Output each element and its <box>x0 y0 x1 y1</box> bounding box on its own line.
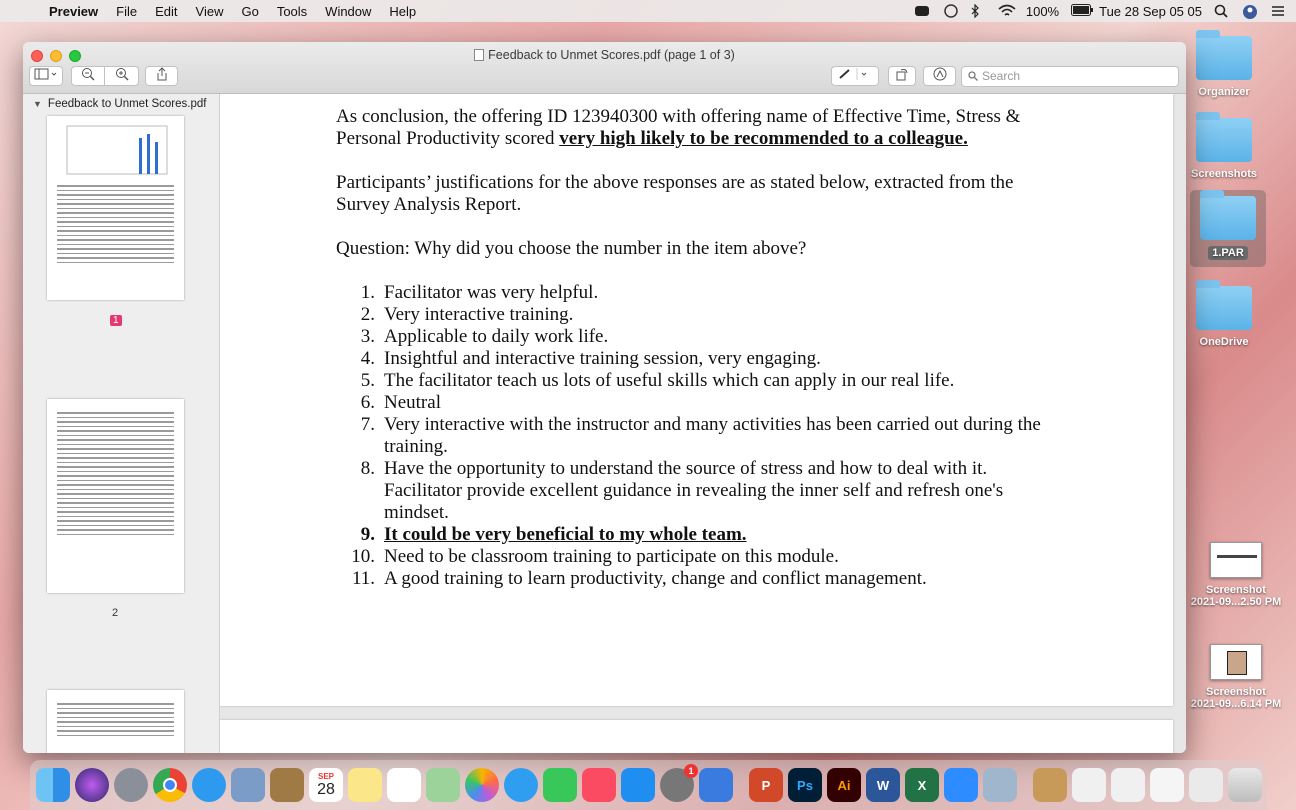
camera-icon[interactable] <box>914 4 930 18</box>
sidebar-toggle-button[interactable] <box>29 66 63 86</box>
rotate-icon <box>895 67 909 81</box>
search-icon <box>968 71 978 81</box>
preview-window <box>23 42 1186 753</box>
folder-icon <box>1196 36 1252 80</box>
system-preferences-icon[interactable] <box>660 768 694 802</box>
list-item: 1. Facilitator was very helpful. <box>360 282 599 303</box>
menu-edit[interactable]: Edit <box>155 3 178 19</box>
page-number-badge: 1 <box>110 315 122 326</box>
photos-icon[interactable] <box>465 768 499 802</box>
mini-bar-chart <box>47 120 184 182</box>
powerpoint-icon[interactable]: P <box>749 768 783 802</box>
page-number: 2 <box>112 607 119 619</box>
sidebar-file-name: Feedback to Unmet Scores.pdf <box>47 98 207 110</box>
list-item: 10. Need to be classroom training to participate on this module. <box>351 546 839 567</box>
illustrator-icon[interactable]: Ai <box>827 768 861 802</box>
pdf-page <box>220 94 1173 706</box>
screen-share-icon[interactable] <box>942 4 958 18</box>
menu-app-name[interactable]: Preview <box>49 3 99 19</box>
battery-icon[interactable] <box>1071 4 1087 18</box>
desktop-folder-organizer[interactable] <box>1178 36 1270 98</box>
desktop-folder-1par[interactable] <box>1190 190 1266 267</box>
preview-app-icon[interactable] <box>231 768 265 802</box>
search-placeholder: Search <box>982 69 1021 83</box>
screenshot-thumbnail-icon <box>1210 542 1262 578</box>
calendar-day: 28 <box>317 780 335 798</box>
list-item: 5. The facilitator teach us lots of useful skills which can apply in our real life. <box>360 370 955 391</box>
downloads-stack-icon[interactable] <box>1033 768 1067 802</box>
menubar-clock[interactable]: Tue 28 Sep 05 05 <box>1099 3 1202 19</box>
menu-view[interactable]: View <box>195 3 224 19</box>
desktop-item-label: Screenshot 2021-09...6.14 PM <box>1190 686 1282 710</box>
question-paragraph: Question: Why did you choose the number in the item above? <box>336 238 807 259</box>
search-field[interactable] <box>961 66 1179 87</box>
photoshop-icon[interactable]: Ps <box>788 768 822 802</box>
menu-window[interactable]: Window <box>325 3 372 19</box>
siri-icon[interactable] <box>75 768 109 802</box>
page-thumbnail-1[interactable] <box>47 116 184 300</box>
list-item: 8. Have the opportunity to understand the source of stress and how to deal with it. Facilitator provide excellent guidance in revealing the inner self and refresh one's mindset. <box>360 458 1004 523</box>
markup-pen-button[interactable] <box>831 66 879 86</box>
list-item: 3. Applicable to daily work life. <box>360 326 609 347</box>
zoom-icon[interactable] <box>944 768 978 802</box>
battery-percent: 100% <box>1025 3 1060 19</box>
screenshot-thumbnail-icon <box>1210 644 1262 680</box>
desktop-item-label: OneDrive <box>1199 336 1249 348</box>
folder-stack-icon[interactable] <box>1189 768 1223 802</box>
conclusion-paragraph: As conclusion, the offering ID 123940300 with offering name of Effective Time, Stress & Personal Productivity scored very high likely to be recommended to a colleague. <box>336 106 1021 149</box>
bluetooth-icon[interactable] <box>970 4 986 18</box>
notes-icon[interactable] <box>348 768 382 802</box>
document-stack-icon[interactable] <box>1072 768 1106 802</box>
pen-icon <box>835 67 875 81</box>
zoom-in-icon <box>115 67 129 81</box>
user-avatar-icon[interactable] <box>1242 4 1258 18</box>
markup-toolbar-button[interactable] <box>923 66 956 86</box>
sidebar-file-header[interactable] <box>23 94 219 116</box>
pdf-page-next <box>220 720 1173 753</box>
markup-icon <box>933 67 947 81</box>
page-content <box>336 106 1066 590</box>
cloud-folder-icon <box>1196 286 1252 330</box>
finder-icon[interactable] <box>36 768 70 802</box>
document-view[interactable] <box>220 94 1186 753</box>
excel-icon[interactable]: X <box>905 768 939 802</box>
rotate-button[interactable] <box>888 66 916 86</box>
desktop-item-label: Screenshot 2021-09...2.50 PM <box>1190 584 1282 608</box>
menu-go[interactable]: Go <box>241 3 259 19</box>
notification-badge: 1 <box>684 764 698 778</box>
word-icon[interactable]: W <box>866 768 900 802</box>
menu-bar <box>0 0 1296 22</box>
list-item: 4. Insightful and interactive training session, very engaging. <box>360 348 821 369</box>
contacts-icon[interactable] <box>270 768 304 802</box>
folder-icon <box>1200 196 1256 240</box>
xcode-icon[interactable] <box>699 768 733 802</box>
window-titlebar[interactable] <box>23 42 1186 94</box>
pdf-document-icon <box>474 49 484 61</box>
chrome-icon[interactable] <box>153 768 187 802</box>
music-icon[interactable] <box>582 768 616 802</box>
disclosure-triangle-icon[interactable]: ▼ <box>33 99 42 109</box>
messages-icon[interactable] <box>504 768 538 802</box>
thumbnail-sidebar <box>23 94 220 753</box>
page-thumbnail-2[interactable] <box>47 399 184 593</box>
share-icon <box>155 67 169 81</box>
list-item: 11. A good training to learn productivity, change and conflict management. <box>351 568 927 589</box>
preview-doc-icon[interactable] <box>983 768 1017 802</box>
menu-tools[interactable]: Tools <box>276 3 308 19</box>
safari-icon[interactable] <box>192 768 226 802</box>
share-button[interactable] <box>145 66 178 86</box>
zoom-out-button[interactable] <box>72 67 105 85</box>
list-item: 2. Very interactive training. <box>360 304 574 325</box>
facetime-icon[interactable] <box>543 768 577 802</box>
desktop-screenshot-1[interactable] <box>1184 542 1288 608</box>
trash-icon[interactable] <box>1228 768 1262 802</box>
dock <box>30 760 1266 810</box>
desktop-item-label: 1.PAR <box>1208 246 1248 260</box>
zoom-in-button[interactable] <box>105 67 138 85</box>
file-stack-icon[interactable] <box>1150 768 1184 802</box>
conclusion-emphasis: very high likely to be recommended to a colleague. <box>559 128 968 149</box>
answers-list <box>346 282 1066 590</box>
control-center-icon[interactable] <box>1270 4 1286 18</box>
desktop-item-label: Screenshots <box>1190 168 1258 180</box>
zoom-out-icon <box>81 67 95 81</box>
app-store-icon[interactable] <box>621 768 655 802</box>
menu-file[interactable]: File <box>116 3 138 19</box>
desktop-screenshot-2[interactable] <box>1184 644 1288 710</box>
menu-help[interactable]: Help <box>389 3 417 19</box>
launchpad-icon[interactable] <box>114 768 148 802</box>
desktop-folder-screenshots[interactable] <box>1178 118 1270 180</box>
list-item: 9. It could be very beneficial to my whole team. <box>360 524 747 545</box>
page-thumbnail-3[interactable] <box>47 690 184 753</box>
list-item: 7. Very interactive with the instructor and many activities has been carried out during the training. <box>360 414 1041 457</box>
desktop-item-label: Organizer <box>1198 86 1250 98</box>
maps-icon[interactable] <box>426 768 460 802</box>
reminders-icon[interactable] <box>387 768 421 802</box>
list-item: 6. Neutral <box>360 392 441 413</box>
desktop-folder-onedrive[interactable] <box>1178 286 1270 348</box>
window-title: Feedback to Unmet Scores.pdf (page 1 of 3) <box>23 48 1186 62</box>
calendar-month: SEP <box>317 771 334 781</box>
screenshot-stack-icon[interactable] <box>1111 768 1145 802</box>
wifi-icon[interactable] <box>998 4 1014 18</box>
folder-icon <box>1196 118 1252 162</box>
spotlight-search-icon[interactable] <box>1214 4 1230 18</box>
calendar-icon[interactable] <box>309 768 343 802</box>
justification-paragraph: Participants’ justifications for the above responses are as stated below, extracted from the Survey Analysis Report. <box>336 172 1014 215</box>
sidebar-icon <box>33 67 59 81</box>
zoom-controls <box>71 66 139 86</box>
